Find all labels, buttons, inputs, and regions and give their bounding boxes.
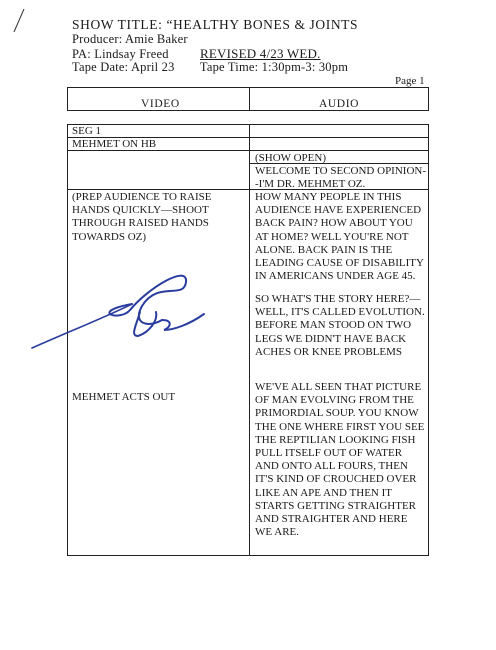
evolution-paragraph: SO WHAT'S THE STORY HERE?—WELL, IT'S CALLED EVOLUTION. BEFORE MAN STOOD ON TWO LEGS WE DIDN'T HAVE BACK ACHES OR KNEE PROBLEMS (255, 293, 425, 358)
pen-stroke-mark (12, 8, 26, 34)
prep-audience-direction: (PREP AUDIENCE TO RAISE HANDS QUICKLY—SHOOT THROUGH RAISED HANDS TOWARDS OZ) (72, 191, 212, 243)
tape-time: Tape Time: 1:30pm-3: 30pm (199, 60, 349, 74)
pa-name: PA: Lindsay Freed (72, 47, 169, 61)
tape-date: Tape Date: April 23 (72, 60, 175, 74)
handwritten-signature (28, 260, 208, 355)
revised-stamp: REVISED 4/23 WED. (200, 46, 321, 61)
show-title: “HEALTHY BONES & JOINTS (166, 17, 359, 32)
picture-paragraph: WE'VE ALL SEEN THAT PICTURE OF MAN EVOLVING FROM THE PRIMORDIAL SOUP. YOU KNOW THE ONE WHERE FIRST YOU SEE THE REPTILIAN LOOKING FISH PULL ITSELF OUT OF WATER AND ONTO ALL FOURS, THEN IT'S KIND OF CROUCHED OVER LIKE AN APE AND THEN IT STARTS GETTING STRAIGHTER AND STRAIGHTER AND HERE WE ARE. (255, 381, 425, 539)
welcome-line: WELCOME TO SECOND OPINION--I'M DR. MEHMET OZ. (255, 165, 427, 191)
column-header-table (67, 87, 429, 111)
host-position: MEHMET ON HB (72, 138, 157, 150)
show-title-label: SHOW TITLE: (72, 17, 163, 32)
segment-label: SEG 1 (72, 125, 102, 137)
tape-line (72, 60, 348, 75)
producer-line: Producer: Amie Baker (72, 32, 188, 46)
video-column-header: VIDEO (141, 98, 180, 110)
show-title-line (72, 17, 358, 33)
acts-out-direction: MEHMET ACTS OUT (72, 391, 176, 403)
page-number: Page 1 (395, 75, 425, 87)
audio-column-header: AUDIO (319, 98, 360, 110)
back-pain-paragraph: HOW MANY PEOPLE IN THIS AUDIENCE HAVE EXPERIENCED BACK PAIN? HOW ABOUT YOU AT HOME? WELL YOU'RE NOT ALONE. BACK PAIN IS THE LEADING CAUSE OF DISABILITY IN AMERICANS UNDER AGE 45. (255, 191, 424, 283)
show-open-cue: (SHOW OPEN) (255, 152, 326, 164)
